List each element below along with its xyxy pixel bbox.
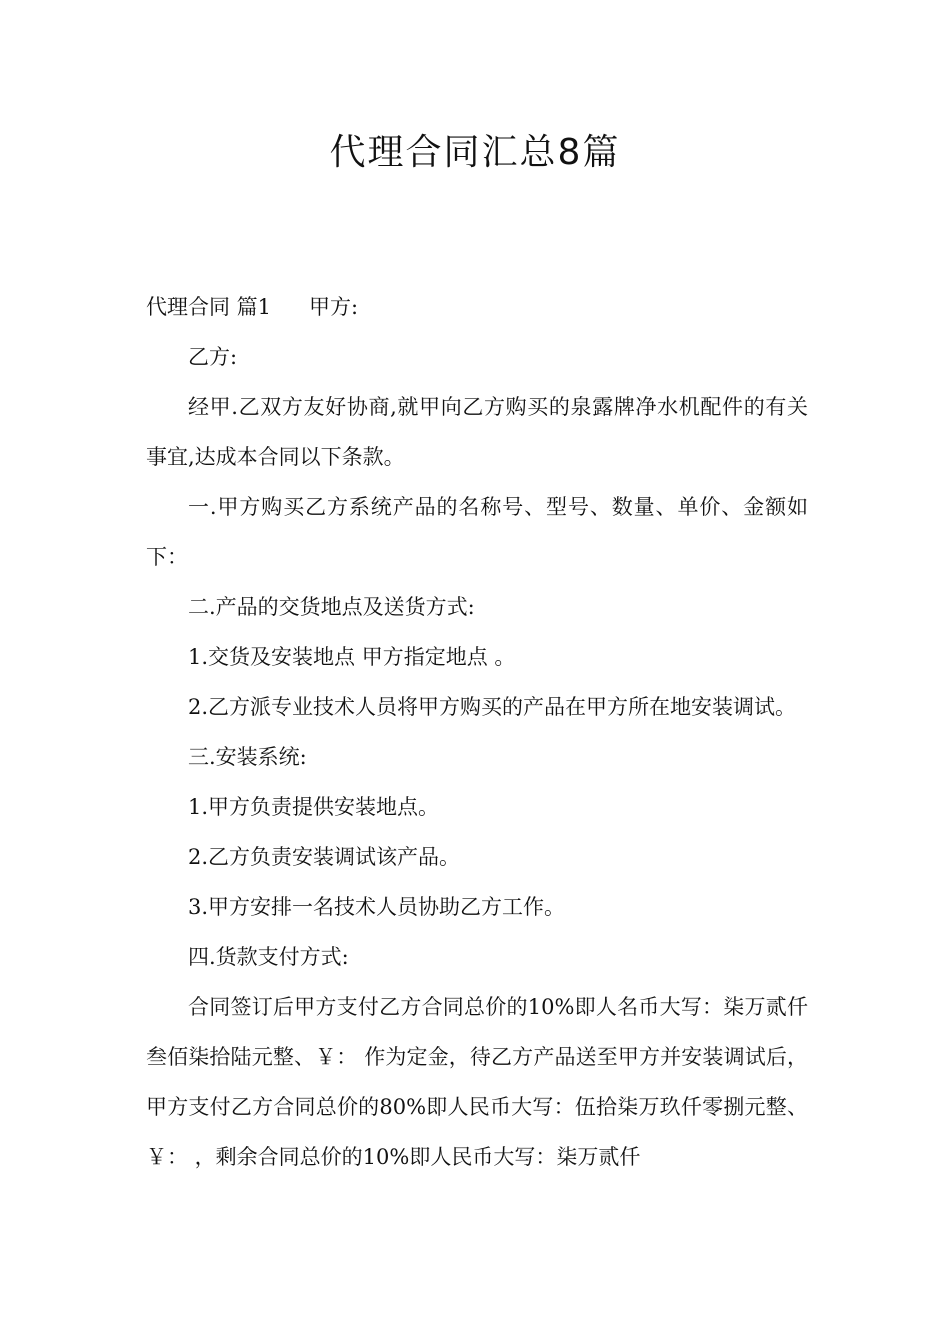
paragraph-heading-and-party-a bbox=[146, 282, 808, 332]
clause-3-heading: 三.安装系统: bbox=[188, 745, 307, 769]
clause-3-item-1: 1.甲方负责提供安装地点。 bbox=[188, 795, 440, 819]
clause-2-item-1: 1.交货及安装地点 甲方指定地点 。 bbox=[188, 645, 516, 669]
party-b-label: 乙方: bbox=[188, 345, 238, 369]
clause-4-payment-text: 合同签订后甲方支付乙方合同总价的10%即人名币大写：柒万贰仟叁佰柒拾陆元整、￥： 作为定金，待乙方产品送至甲方并安装调试后，甲方支付乙方合同总价的80%即人民币大写：伍拾柒万玖仟零捌元整、￥： ，剩余合同总价的10%即人民币大写：柒万贰仟 bbox=[146, 995, 808, 1169]
document-body bbox=[146, 282, 808, 1182]
document-title: 代理合同汇总8篇 bbox=[329, 132, 621, 173]
section-heading: 代理合同 篇1 bbox=[146, 295, 272, 319]
clause-4-heading: 四.货款支付方式: bbox=[188, 945, 349, 969]
paragraph-intro: 经甲.乙双方友好协商,就甲向乙方购买的泉露牌净水机配件的有关事宜,达成本合同以下条款。 bbox=[146, 395, 808, 469]
clause-2-item-2: 2.乙方派专业技术人员将甲方购买的产品在甲方所在地安装调试。 bbox=[188, 695, 797, 719]
party-a-label: 甲方: bbox=[309, 295, 359, 319]
clause-3-item-2: 2.乙方负责安装调试该产品。 bbox=[188, 845, 461, 869]
clause-1-heading: 一.甲方购买乙方系统产品的名称号、型号、数量、单价、金额如下： bbox=[146, 495, 808, 569]
clause-3-item-3: 3.甲方安排一名技术人员协助乙方工作。 bbox=[188, 895, 566, 919]
clause-2-heading: 二.产品的交货地点及送货方式: bbox=[188, 595, 475, 619]
